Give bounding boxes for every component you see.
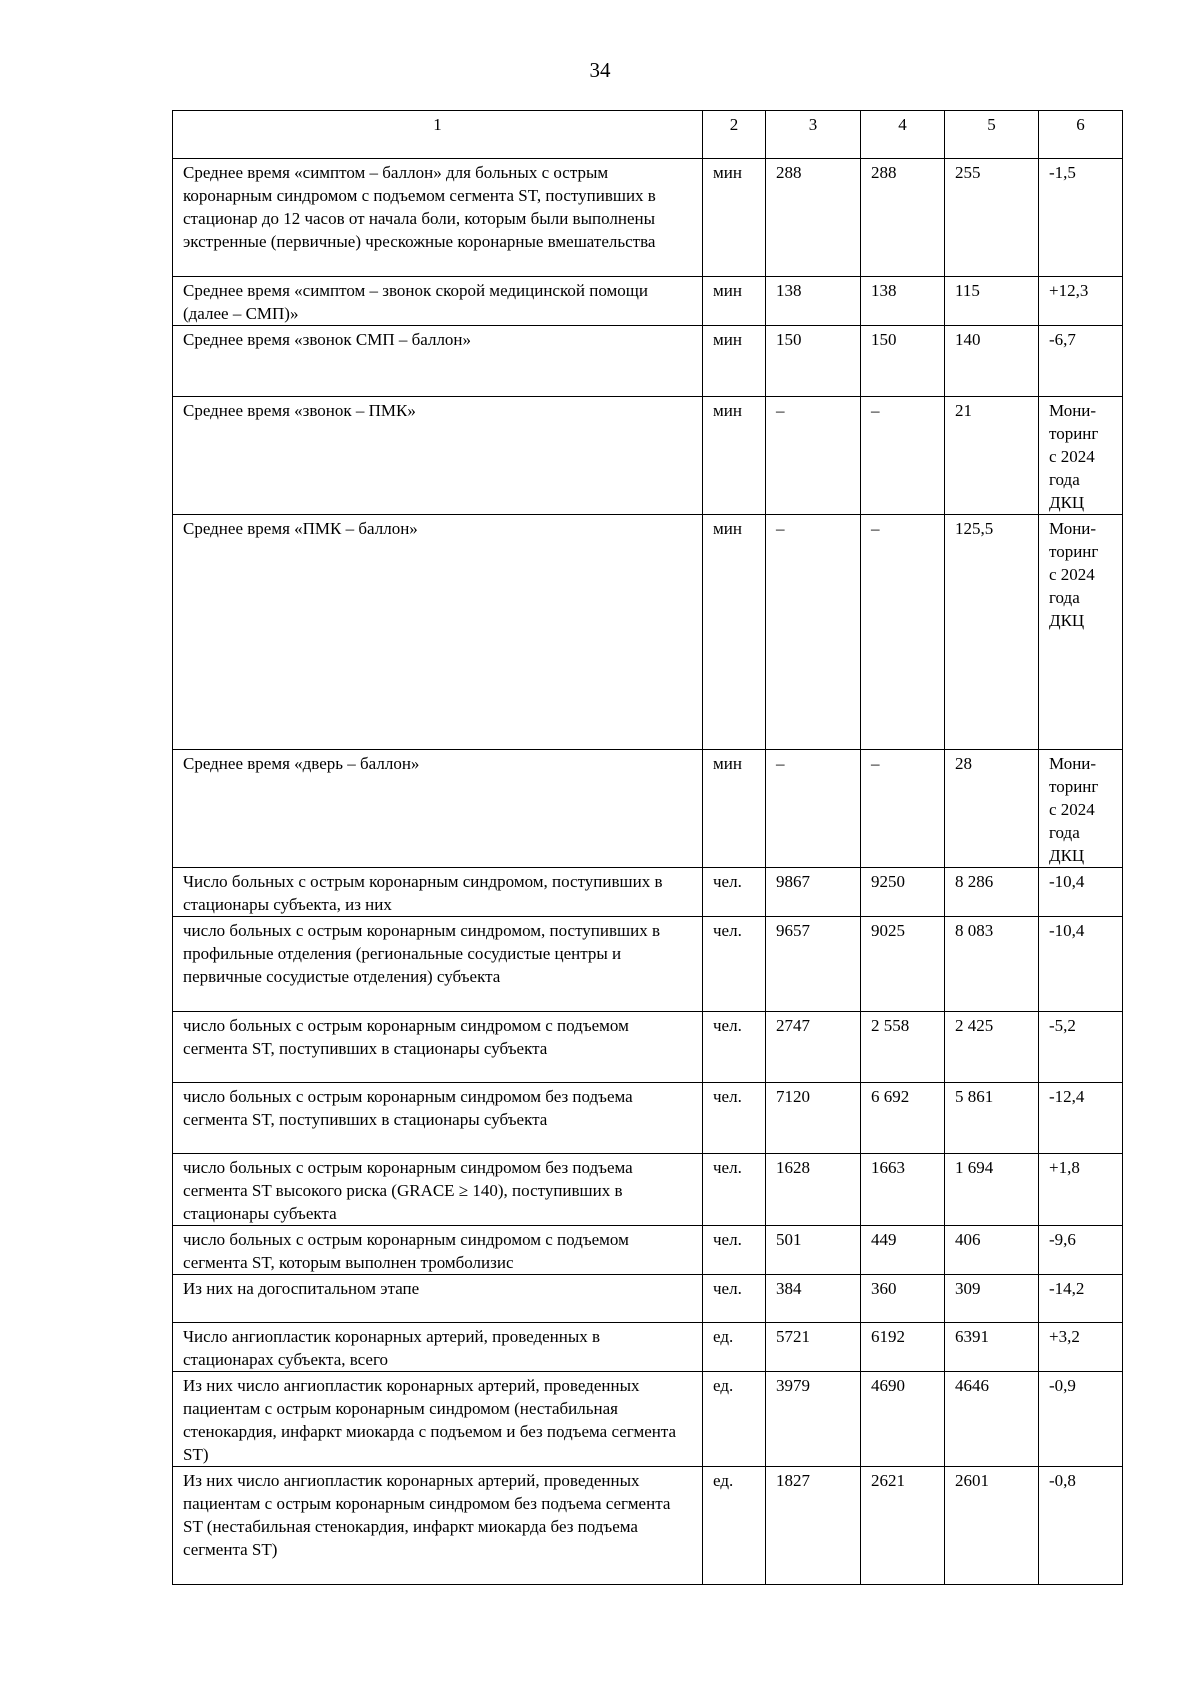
- table-row: [173, 1323, 1123, 1372]
- value-cell-col4: 1663: [861, 1154, 945, 1226]
- value-cell-col6: -0,9: [1039, 1372, 1123, 1467]
- value-cell-col6: -9,6: [1039, 1226, 1123, 1275]
- unit-cell: чел.: [703, 1275, 766, 1323]
- value-cell-col5: 406: [945, 1226, 1039, 1275]
- value-cell-col3: 138: [766, 277, 861, 326]
- value-cell-col4: –: [861, 515, 945, 750]
- value-cell-col6: -10,4: [1039, 868, 1123, 917]
- unit-cell: ед.: [703, 1323, 766, 1372]
- value-cell-col4: 360: [861, 1275, 945, 1323]
- value-cell-col4: 4690: [861, 1372, 945, 1467]
- value-cell-col3: 2747: [766, 1012, 861, 1083]
- value-cell-col5: 140: [945, 326, 1039, 397]
- value-cell-col6: Мони- торинг с 2024 года ДКЦ: [1039, 515, 1123, 750]
- unit-cell: мин: [703, 515, 766, 750]
- header-cell-6: 6: [1039, 111, 1123, 159]
- table-header-row: [173, 111, 1123, 159]
- value-cell-col3: 9657: [766, 917, 861, 1012]
- value-cell-col4: –: [861, 750, 945, 868]
- table-row: [173, 1275, 1123, 1323]
- unit-cell: чел.: [703, 1154, 766, 1226]
- value-cell-col4: 9250: [861, 868, 945, 917]
- value-cell-col4: 2 558: [861, 1012, 945, 1083]
- table-row: [173, 1012, 1123, 1083]
- unit-cell: мин: [703, 326, 766, 397]
- value-cell-col3: 288: [766, 159, 861, 277]
- table-row: [173, 159, 1123, 277]
- unit-cell: чел.: [703, 1012, 766, 1083]
- unit-cell: ед.: [703, 1467, 766, 1585]
- value-cell-col4: –: [861, 397, 945, 515]
- value-cell-col4: 2621: [861, 1467, 945, 1585]
- value-cell-col5: 28: [945, 750, 1039, 868]
- value-cell-col3: 150: [766, 326, 861, 397]
- unit-cell: мин: [703, 159, 766, 277]
- indicator-name-cell: Число больных с острым коронарным синдромом, поступивших в стационары субъекта, из них: [173, 868, 703, 917]
- unit-cell: мин: [703, 750, 766, 868]
- indicator-name-cell: Среднее время «симптом – звонок скорой медицинской помощи (далее – СМП)»: [173, 277, 703, 326]
- unit-cell: чел.: [703, 917, 766, 1012]
- value-cell-col6: Мони- торинг с 2024 года ДКЦ: [1039, 397, 1123, 515]
- value-cell-col4: 449: [861, 1226, 945, 1275]
- value-cell-col3: –: [766, 397, 861, 515]
- indicators-table: [172, 110, 1123, 1585]
- value-cell-col6: +1,8: [1039, 1154, 1123, 1226]
- unit-cell: чел.: [703, 1083, 766, 1154]
- value-cell-col6: -14,2: [1039, 1275, 1123, 1323]
- value-cell-col6: -6,7: [1039, 326, 1123, 397]
- value-cell-col4: 138: [861, 277, 945, 326]
- value-cell-col5: 309: [945, 1275, 1039, 1323]
- value-cell-col3: 9867: [766, 868, 861, 917]
- value-cell-col6: +3,2: [1039, 1323, 1123, 1372]
- value-cell-col3: –: [766, 515, 861, 750]
- value-cell-col3: 3979: [766, 1372, 861, 1467]
- indicator-name-cell: Среднее время «звонок СМП – баллон»: [173, 326, 703, 397]
- indicator-name-cell: Среднее время «дверь – баллон»: [173, 750, 703, 868]
- indicator-name-cell: число больных с острым коронарным синдромом без подъема сегмента ST высокого риска (GRACE ≥ 140), поступивших в стационары субъекта: [173, 1154, 703, 1226]
- header-cell-2: 2: [703, 111, 766, 159]
- value-cell-col3: 384: [766, 1275, 861, 1323]
- table-row: [173, 515, 1123, 750]
- value-cell-col5: 8 286: [945, 868, 1039, 917]
- page-number: 34: [589, 58, 611, 82]
- value-cell-col4: 6 692: [861, 1083, 945, 1154]
- indicator-name-cell: число больных с острым коронарным синдромом с подъемом сегмента ST, поступивших в стационары субъекта: [173, 1012, 703, 1083]
- indicator-name-cell: Из них число ангиопластик коронарных артерий, проведенных пациентам с острым коронарным синдромом (нестабильная стенокардия, инфаркт миокарда с подъемом и без подъема сегмента ST): [173, 1372, 703, 1467]
- value-cell-col5: 2 425: [945, 1012, 1039, 1083]
- value-cell-col5: 5 861: [945, 1083, 1039, 1154]
- value-cell-col5: 21: [945, 397, 1039, 515]
- value-cell-col6: -1,5: [1039, 159, 1123, 277]
- indicator-name-cell: Из них число ангиопластик коронарных артерий, проведенных пациентам с острым коронарным синдромом без подъема сегмента ST (нестабильная стенокардия, инфаркт миокарда без подъема сегмента ST): [173, 1467, 703, 1585]
- header-cell-4: 4: [861, 111, 945, 159]
- value-cell-col3: 501: [766, 1226, 861, 1275]
- table-row: [173, 326, 1123, 397]
- table-row: [173, 1467, 1123, 1585]
- value-cell-col3: 7120: [766, 1083, 861, 1154]
- value-cell-col6: -0,8: [1039, 1467, 1123, 1585]
- value-cell-col3: 1827: [766, 1467, 861, 1585]
- value-cell-col4: 6192: [861, 1323, 945, 1372]
- table-row: [173, 1083, 1123, 1154]
- indicator-name-cell: Среднее время «симптом – баллон» для больных с острым коронарным синдромом с подъемом сегмента ST, поступивших в стационар до 12 часов от начала боли, которым были выполнены экстренные (первичные) чрескожные коронарные вмешательства: [173, 159, 703, 277]
- unit-cell: мин: [703, 277, 766, 326]
- value-cell-col5: 125,5: [945, 515, 1039, 750]
- indicator-name-cell: Число ангиопластик коронарных артерий, проведенных в стационарах субъекта, всего: [173, 1323, 703, 1372]
- table-row: [173, 1154, 1123, 1226]
- table-row: [173, 277, 1123, 326]
- value-cell-col4: 9025: [861, 917, 945, 1012]
- unit-cell: ед.: [703, 1372, 766, 1467]
- indicator-name-cell: число больных с острым коронарным синдромом с подъемом сегмента ST, которым выполнен тромболизис: [173, 1226, 703, 1275]
- value-cell-col6: +12,3: [1039, 277, 1123, 326]
- value-cell-col5: 2601: [945, 1467, 1039, 1585]
- unit-cell: чел.: [703, 1226, 766, 1275]
- unit-cell: чел.: [703, 868, 766, 917]
- value-cell-col6: -12,4: [1039, 1083, 1123, 1154]
- value-cell-col6: -10,4: [1039, 917, 1123, 1012]
- value-cell-col6: Мони- торинг с 2024 года ДКЦ: [1039, 750, 1123, 868]
- header-cell-5: 5: [945, 111, 1039, 159]
- table-row: [173, 397, 1123, 515]
- value-cell-col5: 1 694: [945, 1154, 1039, 1226]
- indicator-name-cell: Среднее время «ПМК – баллон»: [173, 515, 703, 750]
- table-row: [173, 917, 1123, 1012]
- value-cell-col5: 255: [945, 159, 1039, 277]
- indicator-name-cell: число больных с острым коронарным синдромом, поступивших в профильные отделения (региональные сосудистые центры и первичные сосудистые отделения) субъекта: [173, 917, 703, 1012]
- table-row: [173, 750, 1123, 868]
- header-cell-1: 1: [173, 111, 703, 159]
- value-cell-col3: 1628: [766, 1154, 861, 1226]
- value-cell-col3: 5721: [766, 1323, 861, 1372]
- value-cell-col5: 115: [945, 277, 1039, 326]
- value-cell-col4: 288: [861, 159, 945, 277]
- value-cell-col5: 8 083: [945, 917, 1039, 1012]
- value-cell-col4: 150: [861, 326, 945, 397]
- indicator-name-cell: Среднее время «звонок – ПМК»: [173, 397, 703, 515]
- indicator-name-cell: число больных с острым коронарным синдромом без подъема сегмента ST, поступивших в стационары субъекта: [173, 1083, 703, 1154]
- indicator-name-cell: Из них на догоспитальном этапе: [173, 1275, 703, 1323]
- value-cell-col6: -5,2: [1039, 1012, 1123, 1083]
- unit-cell: мин: [703, 397, 766, 515]
- value-cell-col3: –: [766, 750, 861, 868]
- table-row: [173, 1226, 1123, 1275]
- value-cell-col5: 4646: [945, 1372, 1039, 1467]
- value-cell-col5: 6391: [945, 1323, 1039, 1372]
- header-cell-3: 3: [766, 111, 861, 159]
- table-row: [173, 868, 1123, 917]
- table-row: [173, 1372, 1123, 1467]
